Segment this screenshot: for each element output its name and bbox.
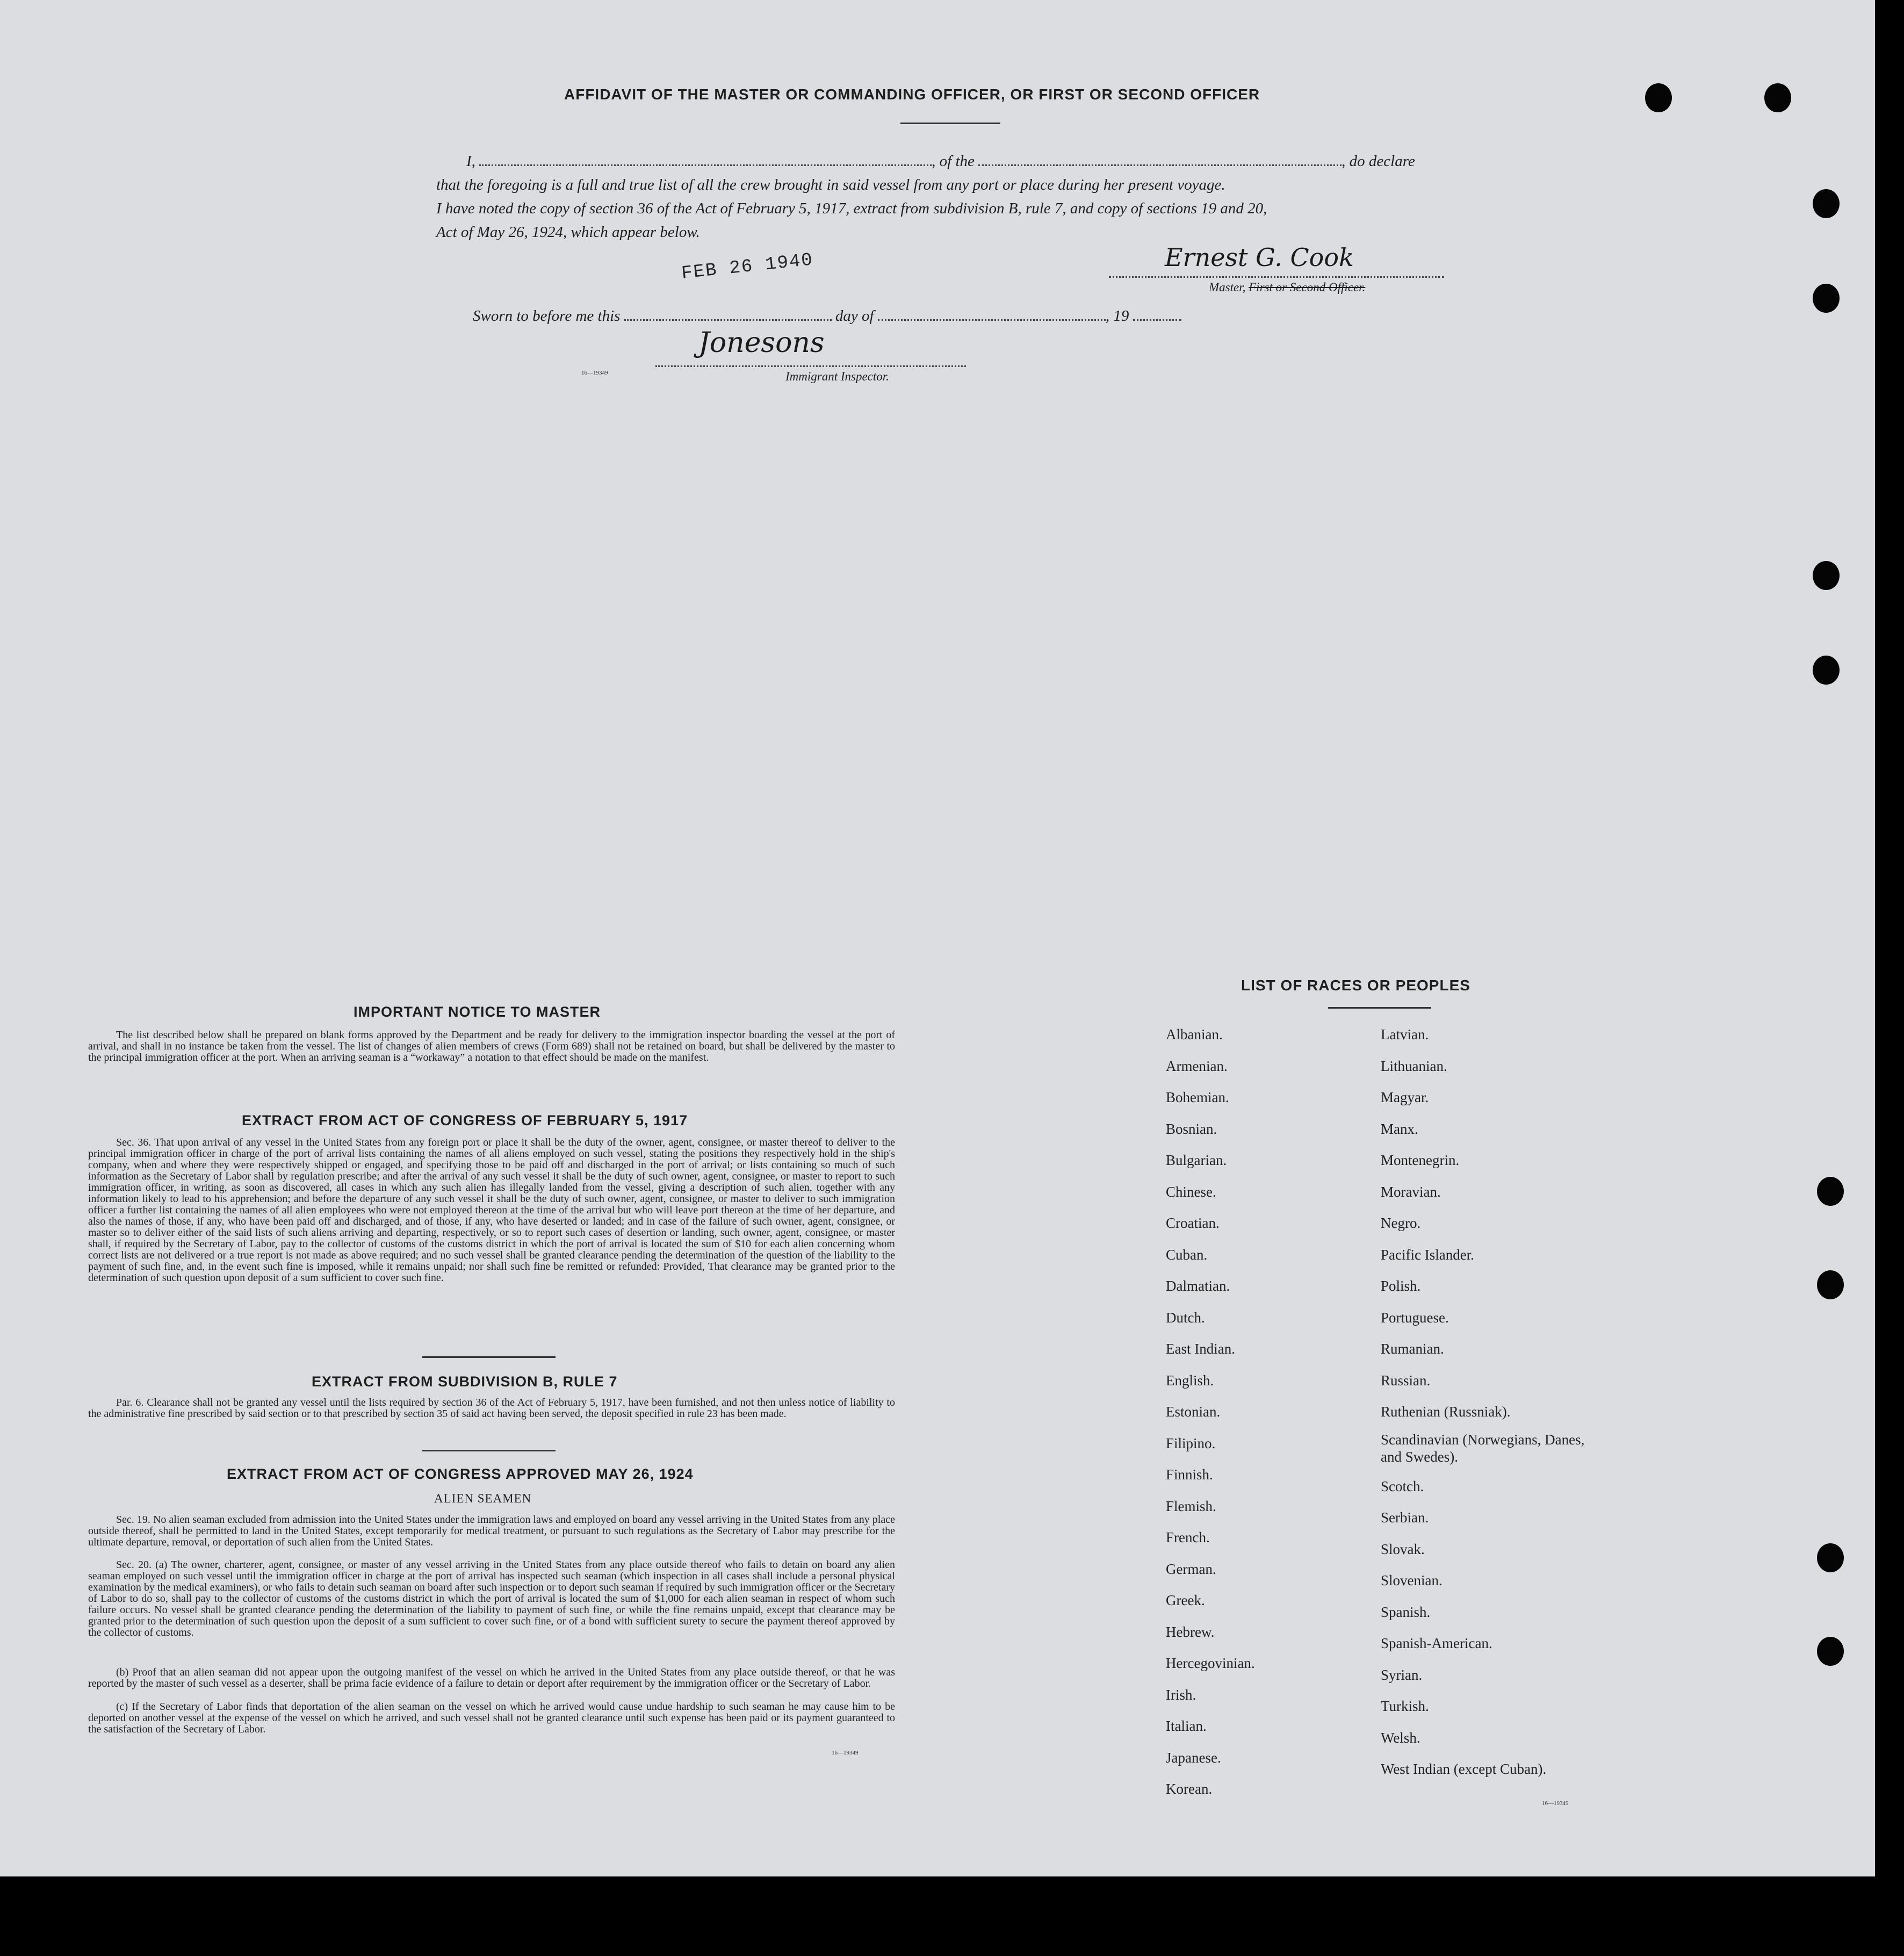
race-item: Turkish. [1381, 1698, 1429, 1714]
sec-19-text: Sec. 19. No alien seaman excluded from admission into the United States under the immigration laws and employed on board any vessel arriving in the United States from any place outside thereof, shall be permitted to land in the United States, except temporarily for medical treatment, or pursuant to such regulations as the Secretary of Labor may prescribe for the ultimate departure, removal, or deportation of such alien from the United States. [88, 1514, 895, 1548]
alien-seamen-subtitle: ALIEN SEAMEN [434, 1492, 532, 1505]
race-item: Slovak. [1381, 1541, 1425, 1557]
binder-hole [1817, 1270, 1844, 1299]
race-item: Flemish. [1166, 1498, 1216, 1514]
race-item: East Indian. [1166, 1341, 1235, 1357]
race-item: Albanian. [1166, 1026, 1223, 1042]
race-item: Korean. [1166, 1781, 1213, 1797]
race-item: Hercegovinian. [1166, 1655, 1255, 1671]
binder-hole [1764, 83, 1791, 112]
master-label-text: Master, [1209, 281, 1246, 294]
day-of-label: day of [835, 307, 874, 325]
sec-20c-text: (c) If the Secretary of Labor finds that deportation of the alien seaman on the vessel on which he arrived would cause undue hardship to such seaman he may cause him to be deported on another vessel at the expense of the vessel on which he arrived, and such vessel shall not be granted clearance until such expense has been paid or its payment guaranteed to the satisfaction of the Secretary of Labor. [88, 1701, 895, 1735]
declare-label: , do declare [1342, 153, 1415, 170]
race-item: Croatian. [1166, 1215, 1220, 1231]
sworn-label: Sworn to before me this [473, 307, 621, 325]
race-item: Welsh. [1381, 1729, 1420, 1746]
i-label: I, [466, 153, 475, 170]
sworn-line [473, 307, 1181, 325]
races-title: LIST OF RACES OR PEOPLES [1241, 977, 1470, 994]
year-blank [1133, 307, 1181, 321]
act-1924-title: EXTRACT FROM ACT OF CONGRESS APPROVED MAY 26, 1924 [227, 1466, 694, 1482]
race-item: Moravian. [1381, 1183, 1441, 1200]
rule-7-text: Par. 6. Clearance shall not be granted any vessel until the lists required by section 36 of the Act of February 5, 1917, have been furnished, and not then unless notice of liability to the administrative fine prescribed by said section or to that prescribed by section 35 of said act having been served, the deposit specified in rule 23 has been made. [88, 1397, 895, 1420]
extract-1917-text: Sec. 36. That upon arrival of any vessel in the United States from any foreign port or place it shall be the duty of the owner, agent, consignee, or master thereof to deliver to the principal immigration officer in charge of the port of arrival lists containing the names of all aliens employed on such vessel, stating the positions they respectively hold in the ship's company, when and where they were respectively shipped or engaged, and specifying those to be paid off and discharged in the port of arrival; or lists containing so much of such information as the Secretary of Labor shall by regulation prescribe; and after the arrival of any such vessel it shall be the duty of such owner, agent, consignee, or master to report to such immigration officer, in writing, as soon as discovered, all cases in which any such alien has illegally landed from the vessel, giving a description of such alien, together with any information likely to lead to his apprehension; and before the departure of any such vessel it shall be the duty of such owner, agent, consignee, or master to deliver to such immigration officer a further list containing the names of all alien employees who were not employed thereon at the time of the arrival but who will leave port thereon at the time of her departure, and also the names of those, if any, who have been paid off and discharged, and of those, if any, who have deserted or landed; and in case of the failure of such owner, agent, consignee, or master so to deliver either of the said lists of such aliens arriving and departing, respectively, or so to report such cases of desertion or landing, such owner, agent, consignee, or master shall, if required by the Secretary of Labor, pay to the collector of customs of the customs district in which the port of arrival is located the sum of $10 for each alien concerning whom correct lists are not delivered or a true report is not made as above required; and no such vessel shall be granted clearance pending the determination of the question of the liability to the payment of such fine, and, in the event such fine is imposed, while it remains unpaid; nor shall such fine be remitted or refunded: Provided, That clearance may be granted prior to the determination of such question upon deposit of a sum sufficient to cover such fine. [88, 1137, 895, 1284]
master-label [1209, 281, 1365, 294]
race-item: Polish. [1381, 1278, 1421, 1294]
race-item: Pacific Islander. [1381, 1246, 1474, 1263]
binder-hole [1817, 1177, 1844, 1206]
race-item: Negro. [1381, 1215, 1421, 1231]
races-right-column [1381, 1019, 1585, 1785]
sec-20a-text: Sec. 20. (a) The owner, charterer, agent, consignee, or master of any vessel arriving in the United States from any place outside thereof who fails to detain on board any alien seaman employed on such vessel until the immigration officer in charge at the port of arrival has inspected such seaman (which inspection in all cases shall include a personal physical examination by the medical examiners), or who fails to detain such seaman on board after such inspection or to deport such seaman if required by such immigration officer or the Secretary of Labor to do so, shall pay to the collector of customs of the customs district in which the port of arrival is located the sum of $1,000 for each alien seaman in respect of whom such failure occurs. No vessel shall be granted clearance pending the determination of the liability to payment of such fine, or while the fine remains unpaid, except that clearance may be granted prior to the determination of such question upon the deposit of a sum sufficient to cover such fine, or of a bond with sufficient surety to secure the payment thereof approved by the collector of customs. [88, 1559, 895, 1638]
race-item: Serbian. [1381, 1509, 1429, 1526]
sec-20b-text: (b) Proof that an alien seaman did not appear upon the outgoing manifest of the vessel on which he arrived in the United States from any place outside thereof, or that he was reported by the master of such vessel as a deserter, shall be prima facie evidence of a failure to detain or deport after requirement by the immigration officer or the Secretary of Labor. [88, 1666, 895, 1689]
master-signature-line [1109, 276, 1444, 278]
date-stamp: FEB 26 1940 [680, 250, 814, 284]
binder-hole [1817, 1543, 1844, 1572]
affidavit-line-3: I have noted the copy of section 36 of the Act of February 5, 1917, extract from subdivision B, rule 7, and copy of sections 19 and 20, [436, 200, 1267, 217]
rule-7-title: EXTRACT FROM SUBDIVISION B, RULE 7 [312, 1373, 618, 1390]
race-item: Lithuanian. [1381, 1058, 1447, 1074]
binder-hole [1645, 83, 1672, 112]
race-item: Magyar. [1381, 1089, 1429, 1105]
race-item: West Indian (except Cuban). [1381, 1761, 1547, 1777]
races-left-column [1166, 1019, 1255, 1805]
binder-hole [1813, 656, 1840, 685]
divider [422, 1450, 556, 1451]
notice-title: IMPORTANT NOTICE TO MASTER [354, 1004, 601, 1020]
race-item: Japanese. [1166, 1749, 1221, 1766]
form-number: 16—19349 [581, 370, 608, 376]
divider [900, 123, 1000, 124]
race-item: Dalmatian. [1166, 1278, 1230, 1294]
binder-hole [1817, 1637, 1844, 1666]
binder-hole [1813, 189, 1840, 218]
name-blank [479, 153, 932, 166]
race-item: Slovenian. [1381, 1572, 1443, 1588]
vessel-blank [978, 153, 1342, 166]
race-item: Latvian. [1381, 1026, 1429, 1042]
race-item: Dutch. [1166, 1309, 1205, 1326]
inspector-signature: Jonesons [698, 327, 825, 359]
race-item: Greek. [1166, 1592, 1205, 1608]
affidavit-line-2: that the foregoing is a full and true list of all the crew brought in said vessel from any port or place during her present voyage. [436, 176, 1225, 193]
year-label: , 19 [1105, 307, 1129, 325]
race-item: Rumanian. [1381, 1341, 1444, 1357]
race-item: English. [1166, 1372, 1214, 1389]
divider [422, 1356, 556, 1358]
race-item: French. [1166, 1529, 1210, 1545]
day-blank [624, 307, 832, 321]
race-item: German. [1166, 1561, 1216, 1577]
race-item: Bohemian. [1166, 1089, 1229, 1105]
affidavit-title: AFFIDAVIT OF THE MASTER OR COMMANDING OFFICER, OR FIRST OR SECOND OFFICER [564, 86, 1260, 103]
extract-1917-title: EXTRACT FROM ACT OF CONGRESS OF FEBRUARY 5, 1917 [242, 1112, 688, 1128]
race-item: Chinese. [1166, 1183, 1216, 1200]
race-item: Armenian. [1166, 1058, 1228, 1074]
race-item: Spanish. [1381, 1603, 1431, 1620]
notice-text: The list described below shall be prepared on blank forms approved by the Department and be ready for delivery to the immigration inspector boarding the vessel at the port of arrival, and shall in no instance be taken from the vessel. The list of changes of alien members of crews (Form 689) shall not be retained on board, but shall be delivered by the master to the principal immigration officer at the port. When an arriving seaman is a “workaway” a notation to that effect should be made on the manifest. [88, 1029, 895, 1063]
binder-hole [1813, 561, 1840, 590]
race-item: Estonian. [1166, 1404, 1221, 1420]
race-item: Irish. [1166, 1686, 1196, 1703]
race-item: Portuguese. [1381, 1309, 1449, 1326]
race-item: Manx. [1381, 1120, 1418, 1137]
form-number: 16—19349 [832, 1750, 859, 1756]
master-signature: Ernest G. Cook [1165, 243, 1354, 272]
race-item: Cuban. [1166, 1246, 1208, 1263]
inspector-label: Immigrant Inspector. [785, 370, 889, 383]
race-item: Italian. [1166, 1718, 1207, 1734]
form-number: 16—19349 [1542, 1800, 1569, 1807]
race-item: Filipino. [1166, 1435, 1216, 1451]
race-item: Spanish-American. [1381, 1635, 1492, 1651]
divider [1328, 1007, 1431, 1009]
race-item: Russian. [1381, 1372, 1431, 1389]
inspector-signature-line [655, 365, 966, 367]
affidavit-line-1 [466, 153, 1415, 170]
race-item: Syrian. [1381, 1666, 1423, 1683]
race-item: Ruthenian (Russniak). [1381, 1404, 1511, 1420]
race-item: Bosnian. [1166, 1120, 1217, 1137]
race-item: Bulgarian. [1166, 1152, 1227, 1168]
race-item: Finnish. [1166, 1466, 1213, 1483]
officer-label-struck: First or Second Officer. [1249, 281, 1366, 294]
race-item: Scotch. [1381, 1478, 1424, 1494]
race-item: Montenegrin. [1381, 1152, 1460, 1168]
binder-hole [1813, 284, 1840, 313]
race-item: Hebrew. [1166, 1623, 1215, 1640]
of-the-label: , of the [932, 153, 975, 170]
month-blank [878, 307, 1106, 321]
race-item: Scandinavian (Norwegians, Danes, and Swedes). [1381, 1431, 1585, 1465]
affidavit-line-4: Act of May 26, 1924, which appear below. [436, 224, 700, 241]
